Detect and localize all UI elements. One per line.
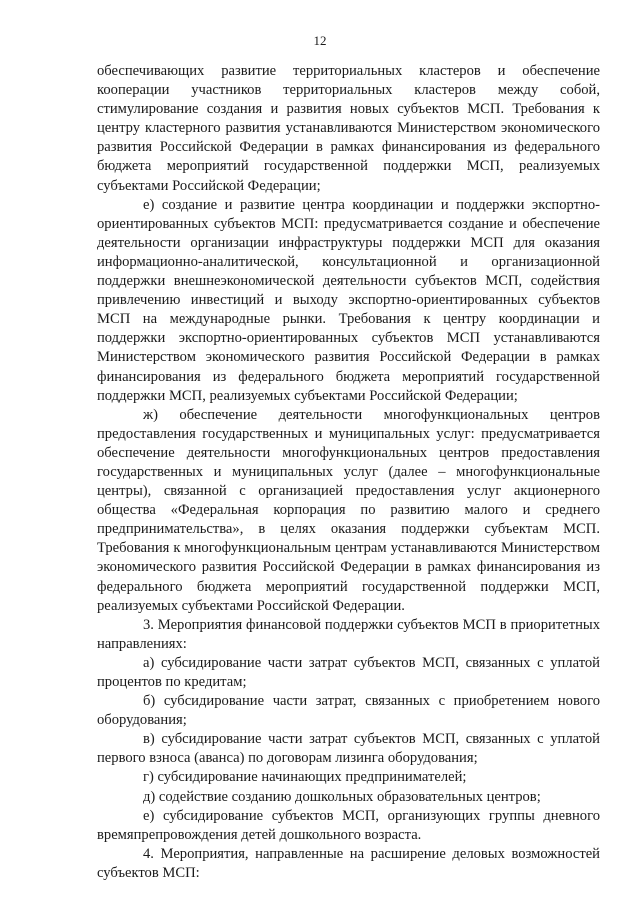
paragraph-cluster-continuation: обеспечивающих развитие территориальных кластеров и обеспечение кооперации участников территориальных кластеров между собой, стимулирование создания и развития новых субъектов МСП. Требования к центру кластерного развития устанавливаются Министерством экономического развития Российской Федерации в рамках финансирования из федерального бюджета мероприятий государственной поддержки МСП, реализуемых субъектами Российской Федерации; (97, 63, 600, 194)
paragraph-item-d-preschool-centers: д) содействие созданию дошкольных образовательных центров; (143, 788, 541, 805)
page-number: 12 (313, 33, 327, 48)
document-body (97, 62, 600, 883)
paragraph-section-4-heading: 4. Мероприятия, направленные на расширение деловых возможностей субъектов МСП: (97, 845, 600, 881)
paragraph-item-zh-mfc: ж) обеспечение деятельности многофункциональных центров предоставления государственных и муниципальных услуг: предусматривается обеспечение деятельности многофункциональных центров предоставления государственных и муниципальных услуг (далее – многофункциональные центры), связанной с организацией предоставления услуг акционерного общества «Федеральная корпорация по развитию малого и среднего предпринимательства», в целях оказания поддержки субъектам МСП. Требования к многофункциональным центрам устанавливаются Министерством экономического развития Российской Федерации в рамках финансирования из федерального бюджета мероприятий государственной поддержки МСП, реализуемых субъектами Российской Федерации. (97, 406, 600, 614)
paragraph-item-e-export-center: е) создание и развитие центра координации и поддержки экспортно-ориентированных субъектов МСП: предусматривается создание и обеспечение деятельности организации инфраструктуры поддержки МСП для оказания информационно-аналитической, консультационной и организационной поддержки внешнеэкономической деятельности субъектов МСП, содействия привлечению инвестиций и выходу экспортно-ориентированных субъектов МСП на международные рынки. Требования к центру координации и поддержки экспортно-ориентированных субъектов МСП устанавливаются Министерством экономического развития Российской Федерации в рамках финансирования из федерального бюджета мероприятий государственной поддержки МСП, реализуемых субъектами Российской Федерации; (97, 196, 600, 404)
paragraph-item-e-daycare-groups: е) субсидирование субъектов МСП, организующих группы дневного времяпрепровождения детей дошкольного возраста. (97, 807, 600, 843)
paragraph-item-g-startups: г) субсидирование начинающих предпринимателей; (143, 769, 467, 786)
paragraph-item-a-loan-interest: а) субсидирование части затрат субъектов МСП, связанных с уплатой процентов по кредитам; (97, 654, 600, 690)
paragraph-item-v-leasing: в) субсидирование части затрат субъектов МСП, связанных с уплатой первого взноса (аванса) по договорам лизинга оборудования; (97, 731, 600, 767)
paragraph-section-3-heading: 3. Мероприятия финансовой поддержки субъектов МСП в приоритетных направлениях: (97, 616, 600, 652)
paragraph-item-b-equipment: б) субсидирование части затрат, связанных с приобретением нового оборудования; (97, 693, 600, 729)
